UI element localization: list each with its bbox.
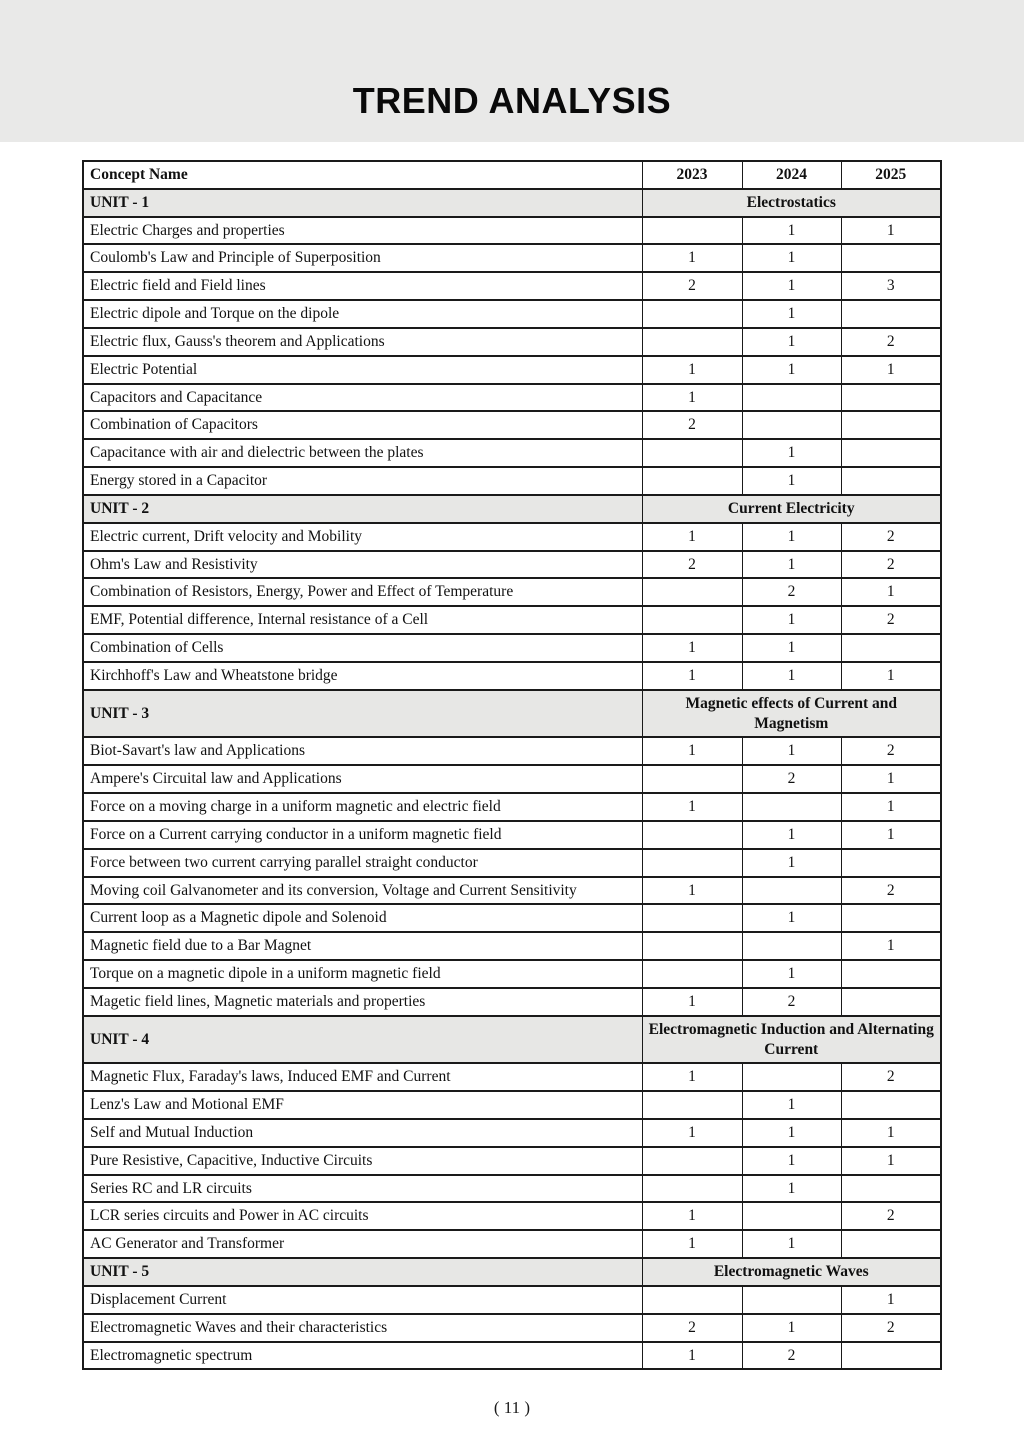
year-value-cell	[742, 1202, 841, 1230]
concept-cell: Combination of Resistors, Energy, Power and Effect of Temperature	[83, 578, 642, 606]
concept-cell: Ampere's Circuital law and Applications	[83, 765, 642, 793]
year-value-cell: 1	[742, 1147, 841, 1175]
year-value-cell: 1	[642, 988, 742, 1016]
table-row	[83, 467, 941, 495]
unit-title: Magnetic effects of Current and Magnetism	[642, 690, 941, 738]
table-row	[83, 439, 941, 467]
table-row	[83, 634, 941, 662]
year-value-cell	[841, 849, 941, 877]
year-value-cell: 1	[841, 1286, 941, 1314]
year-value-cell: 1	[642, 384, 742, 412]
year-2023-header: 2023	[642, 161, 742, 189]
year-value-cell: 1	[642, 1342, 742, 1370]
year-value-cell: 1	[642, 877, 742, 905]
year-value-cell: 1	[642, 793, 742, 821]
year-value-cell	[642, 932, 742, 960]
unit-label: UNIT - 3	[83, 690, 642, 738]
year-value-cell: 1	[742, 467, 841, 495]
year-value-cell	[841, 904, 941, 932]
concept-cell: Electric flux, Gauss's theorem and Applications	[83, 328, 642, 356]
year-value-cell	[841, 411, 941, 439]
table-row	[83, 988, 941, 1016]
year-value-cell: 1	[742, 300, 841, 328]
year-value-cell	[742, 1286, 841, 1314]
year-value-cell	[642, 328, 742, 356]
year-value-cell: 2	[642, 272, 742, 300]
year-value-cell: 2	[742, 578, 841, 606]
unit-title: Electromagnetic Waves	[642, 1258, 941, 1286]
year-value-cell: 1	[642, 1202, 742, 1230]
year-value-cell: 1	[742, 662, 841, 690]
concept-cell: Electromagnetic Waves and their characteristics	[83, 1314, 642, 1342]
table-row	[83, 877, 941, 905]
concept-cell: Magnetic Flux, Faraday's laws, Induced EMF and Current	[83, 1063, 642, 1091]
concept-cell: Capacitance with air and dielectric between the plates	[83, 439, 642, 467]
year-value-cell: 1	[742, 634, 841, 662]
year-value-cell: 1	[742, 960, 841, 988]
concept-cell: Current loop as a Magnetic dipole and Solenoid	[83, 904, 642, 932]
concept-cell: Magetic field lines, Magnetic materials and properties	[83, 988, 642, 1016]
year-value-cell	[841, 1091, 941, 1119]
year-value-cell: 2	[841, 1314, 941, 1342]
year-value-cell: 1	[642, 634, 742, 662]
year-2025-header: 2025	[841, 161, 941, 189]
page-number: ( 11 )	[493, 1398, 531, 1418]
concept-cell: Ohm's Law and Resistivity	[83, 551, 642, 579]
year-value-cell: 2	[841, 737, 941, 765]
year-value-cell	[642, 1175, 742, 1203]
table-row	[83, 1314, 941, 1342]
table-row	[83, 904, 941, 932]
table-row	[83, 1091, 941, 1119]
concept-cell: Biot-Savart's law and Applications	[83, 737, 642, 765]
year-value-cell: 1	[742, 551, 841, 579]
concept-cell: LCR series circuits and Power in AC circuits	[83, 1202, 642, 1230]
table-row	[83, 1147, 941, 1175]
trend-analysis-table	[82, 160, 942, 1370]
table-row	[83, 300, 941, 328]
table-row	[83, 960, 941, 988]
table-row	[83, 356, 941, 384]
concept-cell: Displacement Current	[83, 1286, 642, 1314]
unit-row	[83, 189, 941, 217]
year-value-cell: 2	[841, 1063, 941, 1091]
concept-cell: Torque on a magnetic dipole in a uniform magnetic field	[83, 960, 642, 988]
table-row	[83, 523, 941, 551]
concept-cell: Lenz's Law and Motional EMF	[83, 1091, 642, 1119]
year-value-cell	[742, 384, 841, 412]
concept-cell: Electric current, Drift velocity and Mobility	[83, 523, 642, 551]
year-value-cell: 1	[642, 662, 742, 690]
concept-cell: Electric Charges and properties	[83, 217, 642, 245]
year-value-cell: 1	[841, 578, 941, 606]
year-value-cell: 1	[742, 849, 841, 877]
concept-cell: Moving coil Galvanometer and its conversion, Voltage and Current Sensitivity	[83, 877, 642, 905]
concept-cell: Combination of Cells	[83, 634, 642, 662]
table-row	[83, 244, 941, 272]
year-value-cell: 1	[742, 439, 841, 467]
year-value-cell	[841, 439, 941, 467]
concept-cell: Kirchhoff's Law and Wheatstone bridge	[83, 662, 642, 690]
year-value-cell: 1	[642, 523, 742, 551]
year-value-cell: 2	[841, 551, 941, 579]
table-row	[83, 793, 941, 821]
concept-cell: Energy stored in a Capacitor	[83, 467, 642, 495]
year-value-cell: 3	[841, 272, 941, 300]
year-value-cell	[642, 765, 742, 793]
year-value-cell: 1	[742, 1091, 841, 1119]
year-value-cell: 1	[841, 765, 941, 793]
table-row	[83, 1286, 941, 1314]
year-value-cell	[642, 606, 742, 634]
unit-row	[83, 1258, 941, 1286]
concept-cell: Combination of Capacitors	[83, 411, 642, 439]
year-value-cell	[642, 849, 742, 877]
year-value-cell: 2	[841, 523, 941, 551]
year-value-cell: 1	[742, 523, 841, 551]
concept-cell: Force on a Current carrying conductor in a uniform magnetic field	[83, 821, 642, 849]
unit-label: UNIT - 1	[83, 189, 642, 217]
table-row	[83, 821, 941, 849]
concept-cell: Electric Potential	[83, 356, 642, 384]
table-row	[83, 737, 941, 765]
unit-label: UNIT - 2	[83, 495, 642, 523]
year-value-cell	[841, 384, 941, 412]
concept-cell: Magnetic field due to a Bar Magnet	[83, 932, 642, 960]
year-value-cell: 1	[742, 821, 841, 849]
table-row	[83, 272, 941, 300]
year-value-cell: 1	[642, 1230, 742, 1258]
year-value-cell: 1	[742, 272, 841, 300]
year-value-cell: 1	[841, 932, 941, 960]
page-title: TREND ANALYSIS	[352, 80, 672, 121]
year-value-cell: 1	[742, 217, 841, 245]
concept-cell: Self and Mutual Induction	[83, 1119, 642, 1147]
table-row	[83, 217, 941, 245]
year-value-cell: 1	[642, 1119, 742, 1147]
year-value-cell	[841, 467, 941, 495]
table-row	[83, 606, 941, 634]
year-value-cell	[841, 1230, 941, 1258]
year-value-cell: 1	[642, 244, 742, 272]
year-value-cell: 1	[742, 1119, 841, 1147]
year-value-cell: 2	[642, 411, 742, 439]
year-value-cell: 1	[742, 1314, 841, 1342]
table-row	[83, 578, 941, 606]
year-value-cell: 2	[742, 1342, 841, 1370]
year-value-cell: 1	[841, 217, 941, 245]
table-row	[83, 1175, 941, 1203]
year-value-cell: 2	[841, 328, 941, 356]
year-value-cell	[841, 634, 941, 662]
unit-row	[83, 1016, 941, 1064]
year-value-cell: 2	[742, 988, 841, 1016]
unit-label: UNIT - 4	[83, 1016, 642, 1064]
year-value-cell	[642, 439, 742, 467]
trend-table-body	[83, 189, 941, 1370]
year-value-cell	[642, 1147, 742, 1175]
year-value-cell: 1	[841, 662, 941, 690]
year-value-cell: 1	[841, 793, 941, 821]
concept-cell: Series RC and LR circuits	[83, 1175, 642, 1203]
concept-name-header: Concept Name	[83, 161, 642, 189]
year-value-cell	[642, 821, 742, 849]
concept-cell: Force on a moving charge in a uniform magnetic and electric field	[83, 793, 642, 821]
table-row	[83, 765, 941, 793]
concept-cell: Electric field and Field lines	[83, 272, 642, 300]
year-value-cell	[841, 988, 941, 1016]
year-value-cell: 1	[742, 328, 841, 356]
table-row	[83, 1119, 941, 1147]
year-value-cell	[642, 217, 742, 245]
concept-cell: EMF, Potential difference, Internal resistance of a Cell	[83, 606, 642, 634]
year-2024-header: 2024	[742, 161, 841, 189]
year-value-cell	[742, 1063, 841, 1091]
concept-cell: Capacitors and Capacitance	[83, 384, 642, 412]
concept-cell: Pure Resistive, Capacitive, Inductive Circuits	[83, 1147, 642, 1175]
year-value-cell	[841, 244, 941, 272]
year-value-cell: 1	[841, 356, 941, 384]
concept-cell: AC Generator and Transformer	[83, 1230, 642, 1258]
year-value-cell: 2	[841, 606, 941, 634]
table-row	[83, 1063, 941, 1091]
year-value-cell	[742, 411, 841, 439]
year-value-cell	[642, 1286, 742, 1314]
year-value-cell: 1	[642, 356, 742, 384]
table-row	[83, 328, 941, 356]
year-value-cell: 2	[841, 877, 941, 905]
concept-cell: Electromagnetic spectrum	[83, 1342, 642, 1370]
year-value-cell	[742, 793, 841, 821]
table-row	[83, 1202, 941, 1230]
unit-label: UNIT - 5	[83, 1258, 642, 1286]
table-row	[83, 411, 941, 439]
year-value-cell	[841, 1342, 941, 1370]
table-row	[83, 384, 941, 412]
year-value-cell	[841, 300, 941, 328]
year-value-cell: 1	[841, 821, 941, 849]
trend-table-container	[82, 160, 940, 1370]
unit-title: Current Electricity	[642, 495, 941, 523]
table-row	[83, 1230, 941, 1258]
concept-cell: Electric dipole and Torque on the dipole	[83, 300, 642, 328]
title-banner	[0, 0, 1024, 142]
concept-cell: Coulomb's Law and Principle of Superposition	[83, 244, 642, 272]
concept-cell: Force between two current carrying parallel straight conductor	[83, 849, 642, 877]
year-value-cell	[742, 877, 841, 905]
year-value-cell: 1	[742, 737, 841, 765]
year-value-cell: 1	[642, 1063, 742, 1091]
table-row	[83, 551, 941, 579]
year-value-cell: 1	[841, 1147, 941, 1175]
year-value-cell: 1	[742, 904, 841, 932]
year-value-cell: 1	[742, 1175, 841, 1203]
table-row	[83, 662, 941, 690]
year-value-cell	[642, 904, 742, 932]
year-value-cell	[841, 1175, 941, 1203]
table-row	[83, 1342, 941, 1370]
unit-title: Electrostatics	[642, 189, 941, 217]
unit-row	[83, 690, 941, 738]
year-value-cell: 2	[841, 1202, 941, 1230]
table-header-row	[83, 161, 941, 189]
year-value-cell	[742, 932, 841, 960]
year-value-cell: 1	[841, 1119, 941, 1147]
year-value-cell: 1	[742, 606, 841, 634]
year-value-cell	[642, 960, 742, 988]
unit-row	[83, 495, 941, 523]
table-row	[83, 932, 941, 960]
year-value-cell: 2	[742, 765, 841, 793]
year-value-cell: 1	[742, 1230, 841, 1258]
year-value-cell	[841, 960, 941, 988]
unit-title: Electromagnetic Induction and Alternating Current	[642, 1016, 941, 1064]
year-value-cell: 1	[742, 356, 841, 384]
year-value-cell: 2	[642, 1314, 742, 1342]
year-value-cell	[642, 300, 742, 328]
year-value-cell	[642, 467, 742, 495]
year-value-cell	[642, 578, 742, 606]
table-row	[83, 849, 941, 877]
year-value-cell: 2	[642, 551, 742, 579]
year-value-cell	[642, 1091, 742, 1119]
year-value-cell: 1	[642, 737, 742, 765]
year-value-cell: 1	[742, 244, 841, 272]
